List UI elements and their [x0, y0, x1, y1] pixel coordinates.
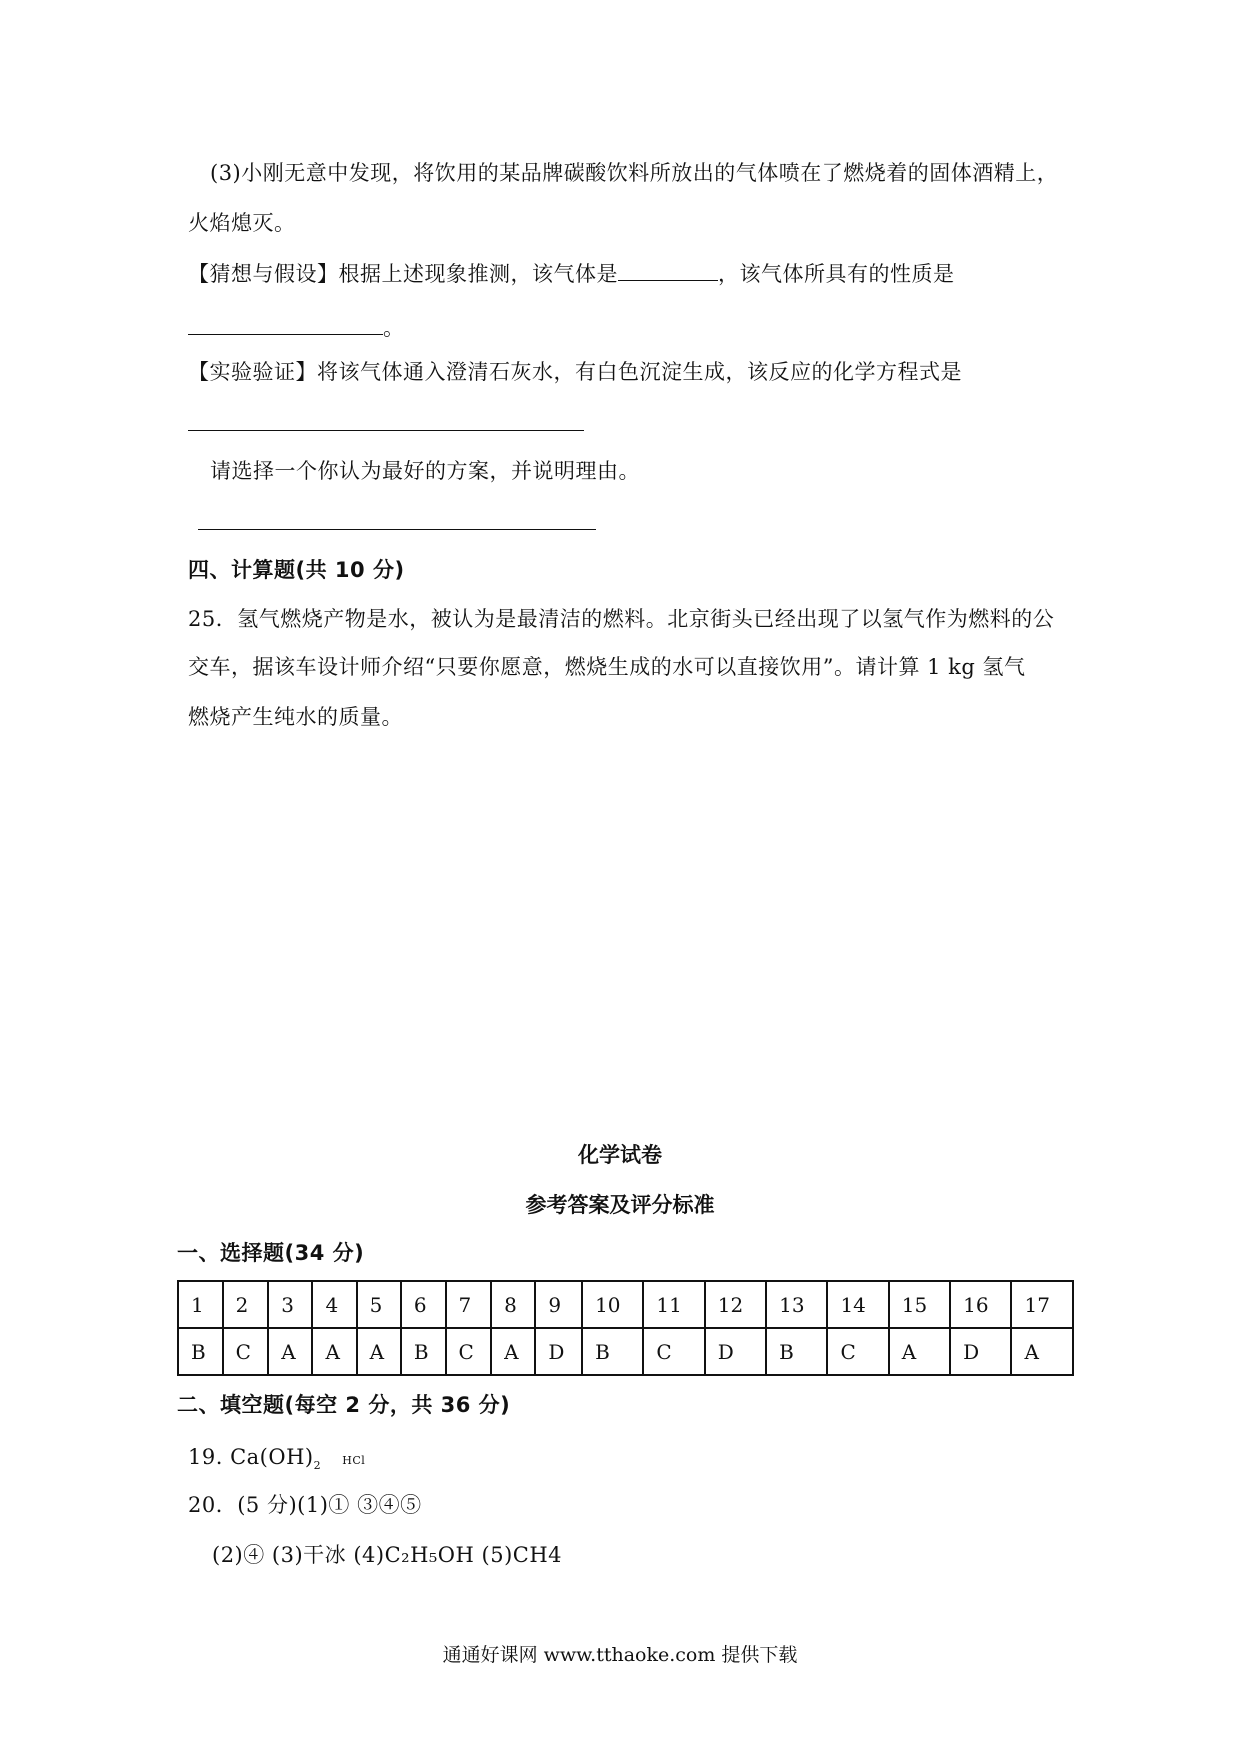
table-cell: A: [1011, 1328, 1073, 1375]
q3-line2: 火焰熄灭。: [188, 211, 296, 235]
q3-guess: [188, 258, 955, 289]
table-cell: 1: [178, 1281, 223, 1328]
table-cell: 6: [401, 1281, 446, 1328]
equation-blank[interactable]: [188, 430, 584, 431]
q19-hcl: HCl: [342, 1454, 366, 1467]
q3-line1: (3)小刚无意中发现，将饮用的某品牌碳酸饮料所放出的气体喷在了燃烧着的固体酒精上，: [210, 161, 1059, 185]
table-cell: B: [178, 1328, 223, 1375]
q3-verify: 【实验验证】将该气体通入澄清石灰水，有白色沉淀生成，该反应的化学方程式是: [188, 360, 962, 384]
table-cell: 16: [950, 1281, 1011, 1328]
table-cell: B: [766, 1328, 827, 1375]
guess-prefix: 【猜想与假设】根据上述现象推测，该气体是: [188, 262, 618, 286]
table-cell: C: [643, 1328, 704, 1375]
table-cell: B: [401, 1328, 446, 1375]
table-cell: 15: [889, 1281, 950, 1328]
guess-mid: ，该气体所具有的性质是: [718, 262, 955, 286]
table-cell: 9: [535, 1281, 582, 1328]
table-cell: C: [827, 1328, 888, 1375]
guess-end: 。: [383, 316, 405, 340]
table-cell: 7: [446, 1281, 492, 1328]
table-cell: A: [889, 1328, 950, 1375]
table-cell: 17: [1011, 1281, 1073, 1328]
table-cell: B: [582, 1328, 643, 1375]
property-blank[interactable]: [188, 312, 383, 335]
table-cell: C: [223, 1328, 269, 1375]
section4-title: 四、计算题(共 10 分): [188, 558, 405, 582]
q20-line1: 20．(5 分)(1)① ③④⑤: [188, 1493, 422, 1517]
answer-table: [177, 1280, 1074, 1376]
table-cell: 4: [312, 1281, 356, 1328]
q25-line3: 燃烧产生纯水的质量。: [188, 705, 403, 729]
table-cell: 8: [491, 1281, 535, 1328]
q3-property-line: [188, 312, 405, 343]
q25-line2: 交车，据该车设计师介绍“只要你愿意，燃烧生成的水可以直接饮用”。请计算 1 kg 氢气: [188, 655, 1026, 679]
table-cell: 11: [643, 1281, 704, 1328]
table-row-answers: [178, 1328, 1073, 1375]
table-cell: C: [446, 1328, 492, 1375]
q25-line1: 25．氢气燃烧产物是水，被认为是最清洁的燃料。北京街头已经出现了以氢气作为燃料的公: [188, 607, 1055, 631]
reason-blank[interactable]: [198, 529, 596, 530]
answer-subtitle: 参考答案及评分标准: [525, 1193, 715, 1217]
table-cell: D: [950, 1328, 1011, 1375]
table-cell: 3: [268, 1281, 312, 1328]
table-cell: A: [312, 1328, 356, 1375]
q19-subscript: 2: [313, 1459, 322, 1473]
table-cell: 14: [827, 1281, 888, 1328]
q20-line2: (2)④ (3)干冰 (4)C₂H₅OH (5)CH4: [212, 1543, 563, 1567]
table-cell: A: [268, 1328, 312, 1375]
table-cell: 5: [357, 1281, 401, 1328]
table-row-numbers: [178, 1281, 1073, 1328]
table-cell: D: [535, 1328, 582, 1375]
table-cell: A: [357, 1328, 401, 1375]
table-cell: A: [491, 1328, 535, 1375]
answer-title: 化学试卷: [578, 1143, 662, 1167]
q19: [188, 1442, 365, 1481]
table-cell: 13: [766, 1281, 827, 1328]
table-cell: 12: [705, 1281, 766, 1328]
table-cell: 10: [582, 1281, 643, 1328]
q3-choose: 请选择一个你认为最好的方案，并说明理由。: [210, 459, 640, 483]
gas-blank[interactable]: [618, 258, 718, 281]
table-cell: 2: [223, 1281, 269, 1328]
footer-text: 通通好课网 www.tthaoke.com 提供下载: [442, 1644, 798, 1666]
q19-text: 19. Ca(OH): [188, 1445, 314, 1469]
table-cell: D: [705, 1328, 766, 1375]
section1-title: 一、选择题(34 分): [177, 1241, 365, 1265]
section2-title: 二、填空题(每空 2 分，共 36 分): [177, 1393, 511, 1417]
